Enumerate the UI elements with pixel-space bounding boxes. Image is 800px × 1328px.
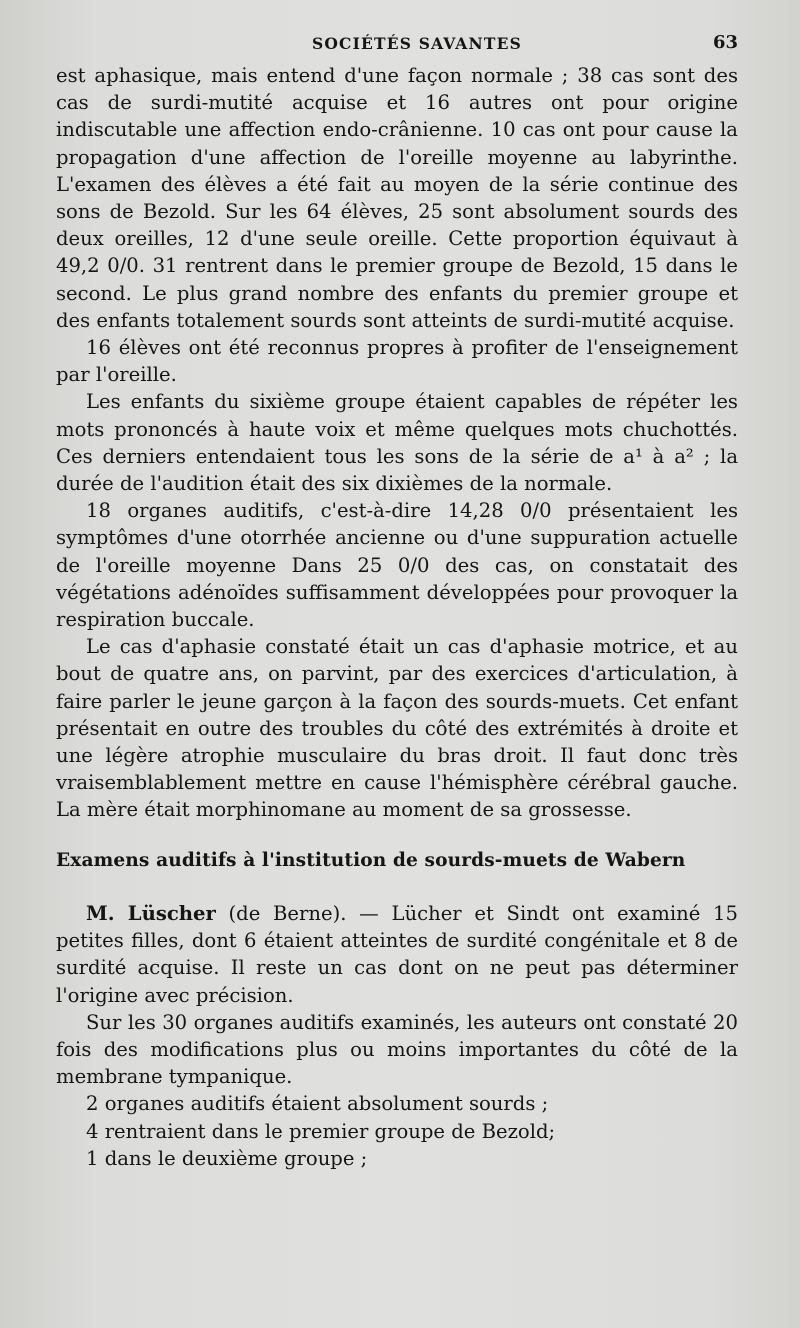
paragraph: 16 élèves ont été reconnus propres à profiter de l'enseignement par l'oreille.	[56, 336, 738, 387]
section-intro-paragraph	[56, 900, 738, 1009]
list-line: 4 rentraient dans le premier groupe de Bezold;	[86, 1119, 556, 1143]
author-name: M. Lüscher	[86, 901, 216, 925]
paragraph: Sur les 30 organes auditifs examinés, les auteurs ont constaté 20 fois des modifications plus ou moins importantes du côté de la membrane tympanique.	[56, 1010, 738, 1089]
body-text	[56, 62, 738, 1172]
running-head-title: SOCIÉTÉS SAVANTES	[311, 34, 523, 53]
page-number: 63	[712, 32, 738, 53]
paragraph: Les enfants du sixième groupe étaient capables de répéter les mots prononcés à haute voix et même quelques mots chuchottés. Ces derniers entendaient tous les sons de la série de a¹ à a² ; la durée de l'audition était des six dixièmes de la normale.	[56, 390, 738, 496]
list-line: 2 organes auditifs étaient absolument sourds ;	[86, 1092, 549, 1116]
section-intro-text: (de Berne). — Lücher et Sindt ont examiné 15 petites filles, dont 6 étaient atteintes de surdité congénitale et 8 de surdité acquise. Il reste un cas dont on ne peut pas déterminer l'origine avec précision.	[56, 901, 738, 1007]
paragraph: Le cas d'aphasie constaté était un cas d'aphasie motrice, et au bout de quatre ans, on parvint, par des exercices d'articulation, à faire parler le jeune garçon à la façon des sourds-muets. Cet enfant présentait en outre des troubles du côté des extrémités à droite et une légère atrophie musculaire du bras droit. Il faut donc très vraisemblablement mettre en cause l'hémisphère cérébral gauche. La mère était morphinomane au moment de sa grossesse.	[56, 635, 738, 822]
list-line: 1 dans le deuxième groupe ;	[86, 1146, 368, 1170]
section-heading: Examens auditifs à l'institution de sourds-muets de Wabern	[56, 849, 686, 871]
paragraph-continued: est aphasique, mais entend d'une façon normale ; 38 cas sont des cas de surdi-mutité acquise et 16 autres ont pour origine indiscutable une affection endo-crânienne. 10 cas ont pour cause la propagation d'une affection de l'oreille moyenne au labyrinthe. L'examen des élèves a été fait au moyen de la série continue des sons de Bezold. Sur les 64 élèves, 25 sont absolument sourds des deux oreilles, 12 d'une seule oreille. Cette proportion équivaut à 49,2 0/0. 31 rentrent dans le premier groupe de Bezold, 15 dans le second. Le plus grand nombre des enfants du premier groupe et des enfants totalement sourds sont atteints de surdi-mutité acquise.	[56, 64, 738, 332]
running-head	[56, 26, 738, 62]
paragraph: 18 organes auditifs, c'est-à-dire 14,28 0/0 présentaient les symptômes d'une otorrhée ancienne ou d'une suppuration actuelle de l'oreille moyenne Dans 25 0/0 des cas, on constatait des végétations adénoïdes suffisamment développées pour provoquer la respiration buccale.	[56, 499, 738, 632]
